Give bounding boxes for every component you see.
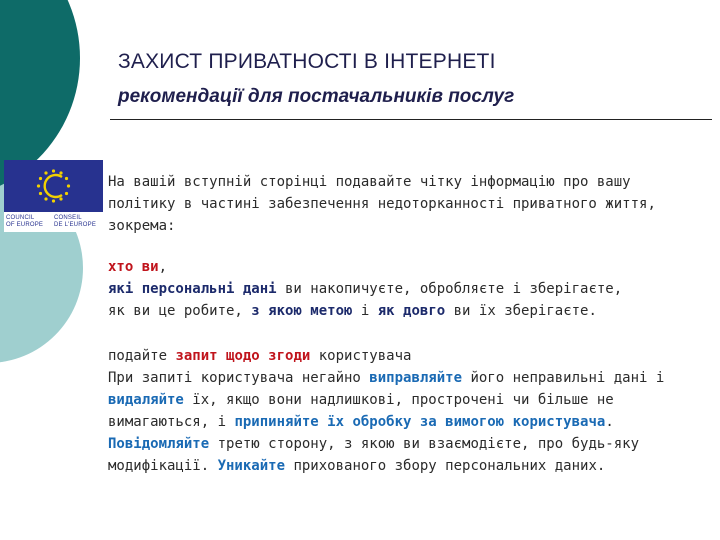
highlight-consent-request: запит щодо згоди — [175, 348, 311, 364]
logo-text-line: DE L'EUROPE — [54, 222, 97, 228]
council-of-europe-logo — [4, 160, 103, 232]
text-segment: і — [352, 303, 378, 319]
info-line-how — [108, 300, 622, 322]
logo-text-line: COUNCIL — [6, 215, 35, 221]
text-segment: його неправильні дані і — [462, 370, 665, 386]
logo-emblem-icon — [4, 160, 103, 212]
info-line-data — [108, 278, 622, 300]
highlight-notify: Повідомляйте — [108, 436, 210, 452]
consent-line — [108, 411, 664, 433]
highlight-who: хто ви — [108, 259, 159, 275]
consent-paragraph — [108, 345, 664, 477]
text-segment: їх, якщо вони надлишкові, прострочені чи більше не — [183, 392, 614, 408]
logo-text-english — [6, 215, 43, 229]
info-list — [108, 256, 622, 322]
text-segment: ви накопичуєте, обробляєте і зберігаєте, — [276, 281, 623, 297]
consent-line — [108, 433, 664, 455]
text-segment: прихованого збору персональних даних. — [285, 458, 606, 474]
intro-paragraph — [108, 171, 656, 237]
consent-line — [108, 367, 664, 389]
text-segment: При запиті користувача негайно — [108, 370, 370, 386]
highlight-delete: видаляйте — [108, 392, 184, 408]
text-segment: . — [605, 414, 614, 430]
page-title: ЗАХИСТ ПРИВАТНОСТІ В ІНТЕРНЕТІ — [118, 50, 496, 73]
logo-text-french — [54, 215, 96, 229]
text-segment: третю сторону, з якою ви взаємодієте, про будь-яку — [209, 436, 640, 452]
highlight-how-long: як довго — [377, 303, 446, 319]
text-segment: як ви це робите, — [108, 303, 252, 319]
logo-flag — [4, 160, 103, 212]
consent-line — [108, 345, 664, 367]
intro-line: зокрема: — [108, 218, 176, 234]
consent-line — [108, 389, 664, 411]
highlight-personal-data: які персональні дані — [108, 281, 277, 297]
logo-text-line: CONSEIL — [54, 215, 82, 221]
text-segment: , — [158, 259, 168, 275]
highlight-avoid: Уникайте — [217, 458, 286, 474]
logo-text-line: OF EUROPE — [6, 222, 44, 228]
title-divider — [110, 119, 712, 120]
highlight-correct: виправляйте — [369, 370, 463, 386]
text-segment: модифікації. — [108, 458, 218, 474]
info-line-who — [108, 256, 622, 278]
highlight-purpose: з якою метою — [251, 303, 353, 319]
intro-line: політику в частині забезпечення недоторканності приватного життя, — [108, 196, 656, 212]
text-segment: користувача — [310, 348, 412, 364]
consent-line — [108, 455, 664, 477]
decorative-circles — [0, 0, 110, 540]
page-subtitle: рекомендації для постачальників послуг — [118, 86, 515, 107]
text-segment: вимагаються, і — [108, 414, 235, 430]
intro-line: На вашій вступній сторінці подавайте чітку інформацію про вашу — [108, 174, 631, 190]
text-segment: подайте — [108, 348, 176, 364]
text-segment: ви їх зберігаєте. — [445, 303, 597, 319]
highlight-stop-processing: припиняйте їх обробку за вимогою користувача — [234, 414, 606, 430]
